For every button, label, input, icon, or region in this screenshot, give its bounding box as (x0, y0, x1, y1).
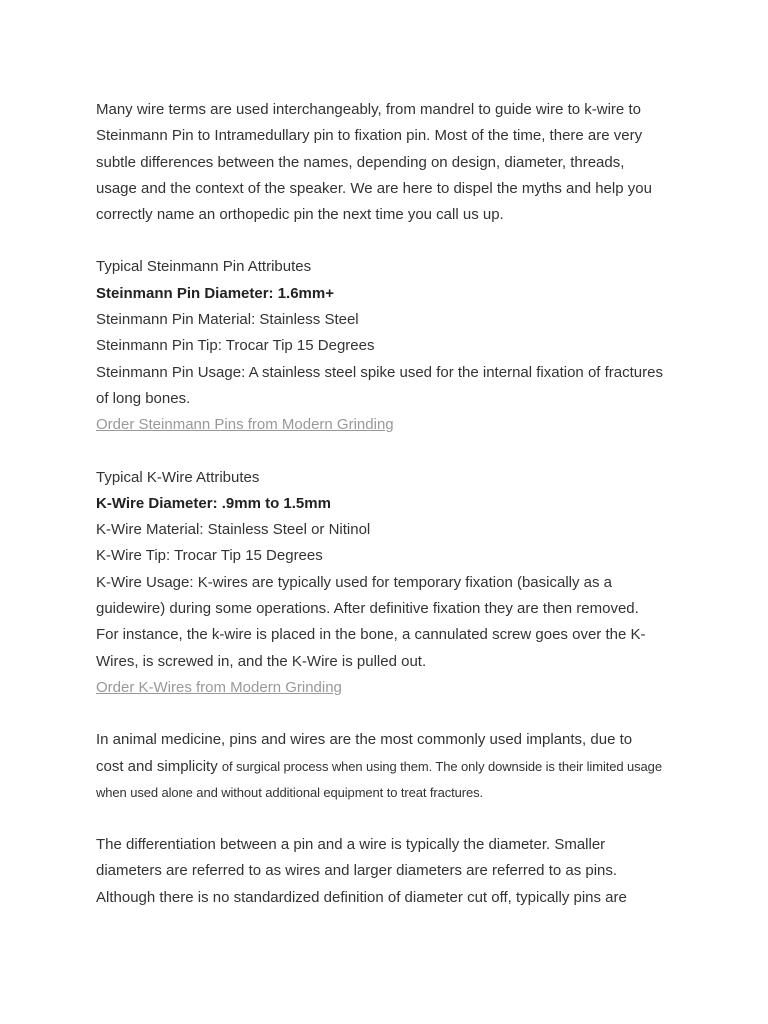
steinmann-diameter: Steinmann Pin Diameter: 1.6mm+ (96, 284, 334, 302)
steinmann-material: Steinmann Pin Material: Stainless Steel (96, 311, 359, 329)
order-kwire-link[interactable]: Order K-Wires from Modern Grinding (96, 678, 342, 696)
kwire-material: K-Wire Material: Stainless Steel or Nitinol (96, 521, 371, 539)
steinmann-section (96, 254, 696, 438)
animal-line-small: of surgical process when using them. The only downside is their limited usage (221, 758, 662, 774)
intro-line: correctly name an orthopedic pin the next time you call us up. (96, 206, 504, 224)
intro-line: usage and the context of the speaker. We are here to dispel the myths and help you (96, 179, 652, 197)
difference-paragraph (96, 832, 696, 911)
kwire-tip: K-Wire Tip: Trocar Tip 15 Degrees (96, 547, 323, 565)
animal-medicine-paragraph (96, 727, 696, 806)
kwire-section (96, 465, 696, 702)
difference-line: The differentiation between a pin and a wire is typically the diameter. Smaller (96, 836, 606, 854)
steinmann-tip: Steinmann Pin Tip: Trocar Tip 15 Degrees (96, 337, 375, 355)
intro-line: subtle differences between the names, depending on design, diameter, threads, (96, 153, 625, 171)
animal-line: In animal medicine, pins and wires are the most commonly used implants, due to (96, 731, 633, 749)
kwire-usage-line: For instance, the k-wire is placed in the bone, a cannulated screw goes over the K- (96, 626, 646, 644)
kwire-usage-line: Wires, is screwed in, and the K-Wire is pulled out. (96, 652, 427, 670)
kwire-usage-line: guidewire) during some operations. After definitive fixation they are then removed. (96, 600, 639, 618)
difference-line: Although there is no standardized definition of diameter cut off, typically pins are (96, 888, 627, 906)
document-body (96, 97, 696, 937)
intro-paragraph (96, 97, 696, 228)
intro-line: Many wire terms are used interchangeably, from mandrel to guide wire to k-wire to (96, 101, 641, 118)
steinmann-usage-line: Steinmann Pin Usage: A stainless steel spike used for the internal fixation of fractures (96, 363, 663, 381)
difference-line: diameters are referred to as wires and larger diameters are referred to as pins. (96, 862, 618, 880)
kwire-usage-line: K-Wire Usage: K-wires are typically used for temporary fixation (basically as a (96, 573, 613, 591)
animal-line-small: when used alone and without additional equipment to treat fractures. (96, 784, 484, 800)
animal-line-normal: cost and simplicity (96, 757, 222, 775)
kwire-diameter: K-Wire Diameter: .9mm to 1.5mm (96, 494, 331, 512)
intro-line: Steinmann Pin to Intramedullary pin to fixation pin. Most of the time, there are very (96, 127, 643, 145)
animal-line (96, 754, 696, 780)
steinmann-usage-line: of long bones. (96, 389, 191, 407)
order-steinmann-link[interactable]: Order Steinmann Pins from Modern Grinding (96, 416, 394, 434)
kwire-heading: Typical K-Wire Attributes (96, 468, 260, 486)
steinmann-heading: Typical Steinmann Pin Attributes (96, 258, 312, 276)
